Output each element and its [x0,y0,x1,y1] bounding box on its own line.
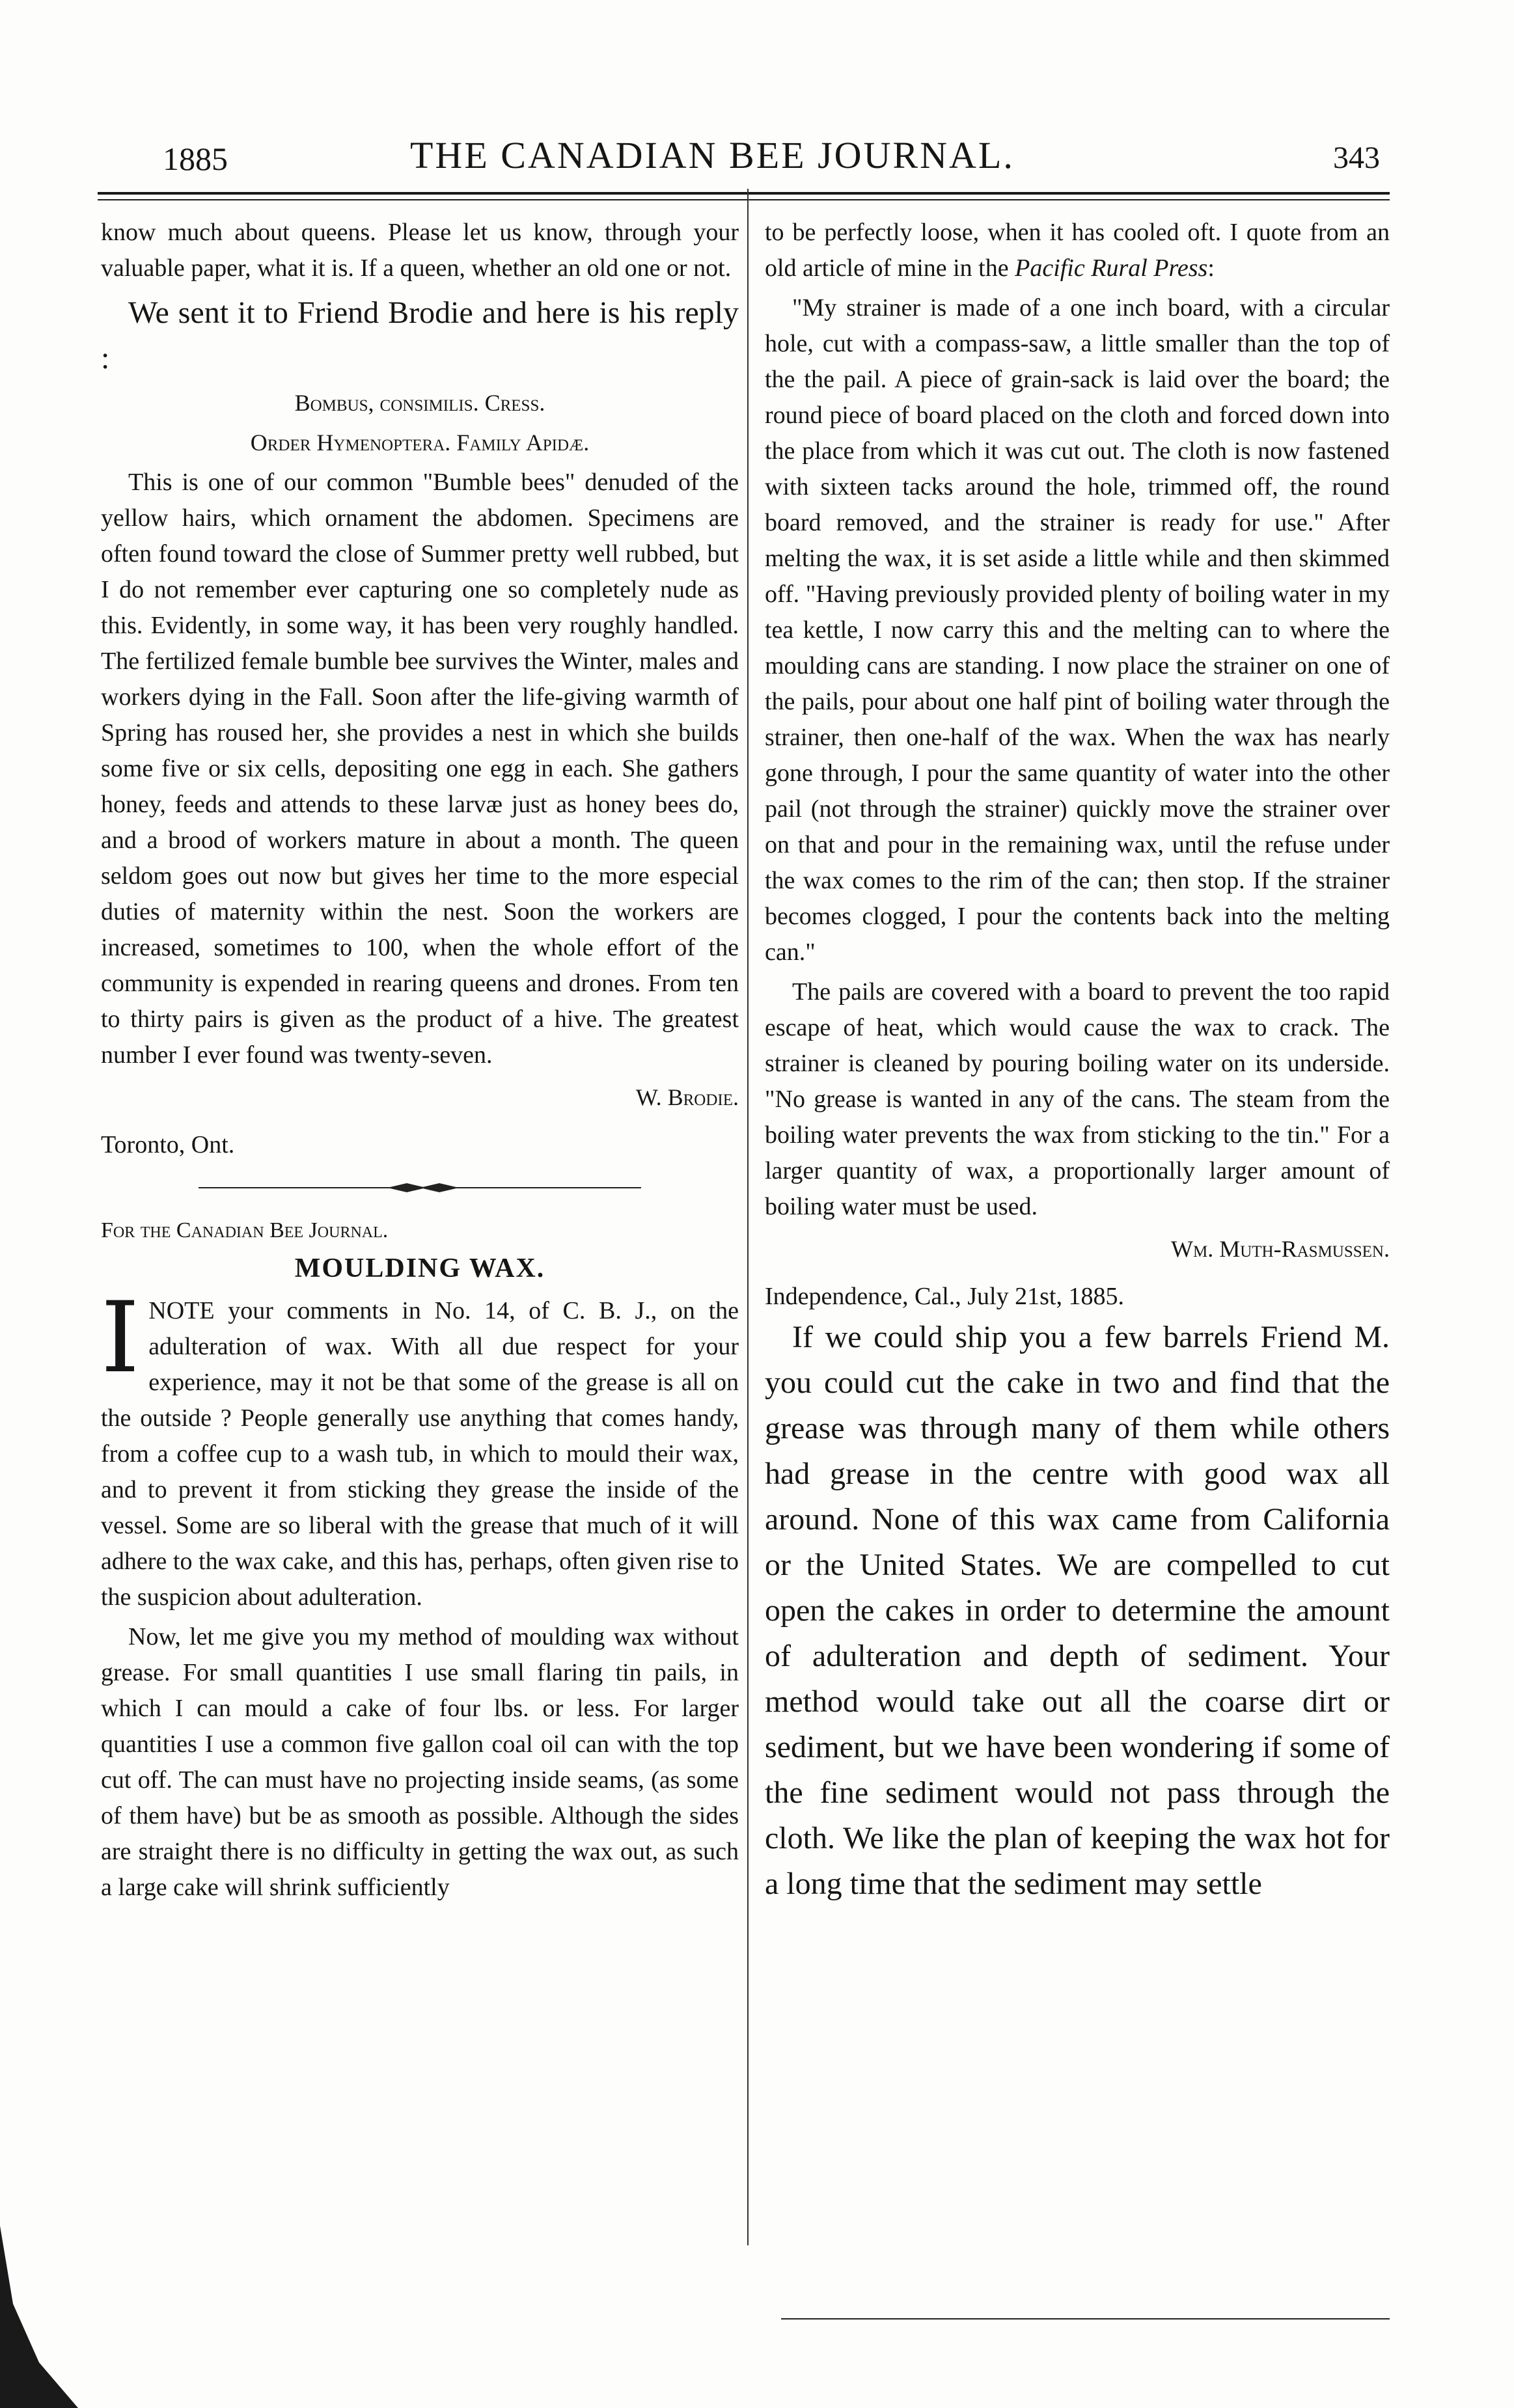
header-rule-thick [98,192,1390,195]
dateline-independence: Independence, Cal., July 21st, 1885. [765,1283,1124,1310]
header-year: 1885 [163,141,228,177]
article-credit: For the Canadian Bee Journal. [101,1218,389,1242]
editor-note: We sent it to Friend Brodie and here is his reply : [101,295,739,376]
header-rule-thin [98,199,1390,200]
page-number: 343 [1333,141,1380,175]
article-continuation [765,215,1390,286]
page-edge-stain [0,2200,78,2408]
left-column [101,215,739,2239]
drop-cap: I [101,1281,140,1395]
letter-ending: know much about queens. Please let us know, through your valuable paper, what it is. If a queen, whether an old one or not. [101,219,739,282]
article-opening [101,1281,739,1615]
continuation-text: to be perfectly loose, when it has cooled oft. I quote from an old article of mine in the [765,219,1390,282]
section-divider-ornament [199,1181,641,1194]
taxonomic-order: Order Hymenoptera. Family Apidæ. [250,430,590,456]
pails-paragraph: The pails are covered with a board to prevent the too rapid escape of heat, which would cause the wax to crack. The strainer is cleaned by pouring boiling water on its underside. "No grease is wanted in any of the cans. The steam from the boiling water prevents the wax from sticking to the tin." For a larger quantity of wax, a proportionally larger amount of boiling water must be used. [765,978,1390,1220]
page-header [163,133,1380,185]
brodie-reply: This is one of our common "Bumble bees" denuded of the yellow hairs, which ornament the abdomen. Specimens are often found toward the close of Summer pretty well rubbed, but I do not remember ever capturing one so completely nude as this. Evidently, in some way, it has been very roughly handled. The fertilized female bumble bee survives the Winter, males and workers dying in the Fall. Soon after the life-giving warmth of Spring has roused her, she provides a nest in which she builds some five or six cells, depositing one egg in each. She gathers honey, feeds and attends to these larvæ just as honey bees do, and a brood of workers mature in about a month. The queen seldom goes out now but gives her time to the more especial duties of maternity within the nest. Soon the workers are increased, sometimes to 100, when the whole effort of the community is expended in rearing queens and drones. From ten to thirty pairs is given as the product of a hive. The greatest number I ever found was twenty-seven. [101,469,739,1069]
continuation-colon: : [1207,254,1215,282]
editor-reply: If we could ship you a few barrels Friend M. you could cut the cake in two and find that the grease was through many of them while others had grease in the centre with good wax all around. None of this wax came from California or the United States. We are compelled to cut open the cakes in order to determine the amount of adulteration and depth of sediment. Your method would take out all the coarse dirt or sediment, but we have been wondering if some of the fine sediment would not pass through the cloth. We like the plan of keeping the wax hot for a long time that the sediment may settle [765,1320,1390,1901]
article-title: MOULDING WAX. [294,1253,545,1283]
column-divider [747,189,749,2245]
signature-muth-rasmussen: Wm. Muth-Rasmussen. [1171,1236,1390,1262]
pacific-rural-press: Pacific Rural Press [1015,254,1208,282]
journal-title: THE CANADIAN BEE JOURNAL. [410,134,1015,176]
species-name: Bombus, consimilis. Cress. [294,390,545,416]
place-toronto: Toronto, Ont. [101,1131,235,1158]
strainer-quote: "My strainer is made of a one inch board, with a circular hole, cut with a compass-saw, a little smaller than the top of the the pail. A piece of grain-sack is laid over the board; the round piece of board placed on the cloth and forced down into the place from which it was cut out. The cloth is now fastened with sixteen tacks around the hole, trimmed off, the round board removed, and the strainer is ready for use." After melting the wax, it is set aside a little while and then skimmed off. "Having previously provided plenty of boiling water in my tea kettle, I now carry this and the melting can to where the moulding cans are standing. I now place the strainer on one of the pails, pour about one half pint of boiling water through the strainer, then one-half of the wax. When the wax has nearly gone through, I pour the same quantity of water into the other pail (not through the strainer) quickly move the strainer over on that and pour in the remaining wax, until the refuse under the wax comes to the rim of the can; then stop. If the strainer becomes clogged, I pour the contents back into the melting can." [765,294,1390,966]
article-paragraph-1: NOTE your comments in No. 14, of C. B. J., on the adulteration of wax. With all due respect for your experience, may it not be that some of the grease is all on the outside ? People generally use anything that comes handy, from a coffee cup to a wash tub, in which to mould their wax, and to prevent it from sticking they grease the inside of the vessel. Some are so liberal with the grease that much of it will adhere to the wax cake, and this has, perhaps, often given rise to the suspicion about adulteration. [101,1297,739,1611]
right-column [765,215,1390,2239]
signature-brodie: W. Brodie. [635,1084,739,1110]
footer-rule [781,2318,1390,2319]
article-paragraph-2: Now, let me give you my method of moulding wax without grease. For small quantities I use small flaring tin pails, in which I can mould a cake of four lbs. or less. For larger quantities I use a common five gallon coal oil can with the top cut off. The can must have no projecting inside seams, (as some of them have) but be as smooth as possible. Although the sides are straight there is no difficulty in getting the wax out, as such a large cake will shrink sufficiently [101,1623,739,1901]
